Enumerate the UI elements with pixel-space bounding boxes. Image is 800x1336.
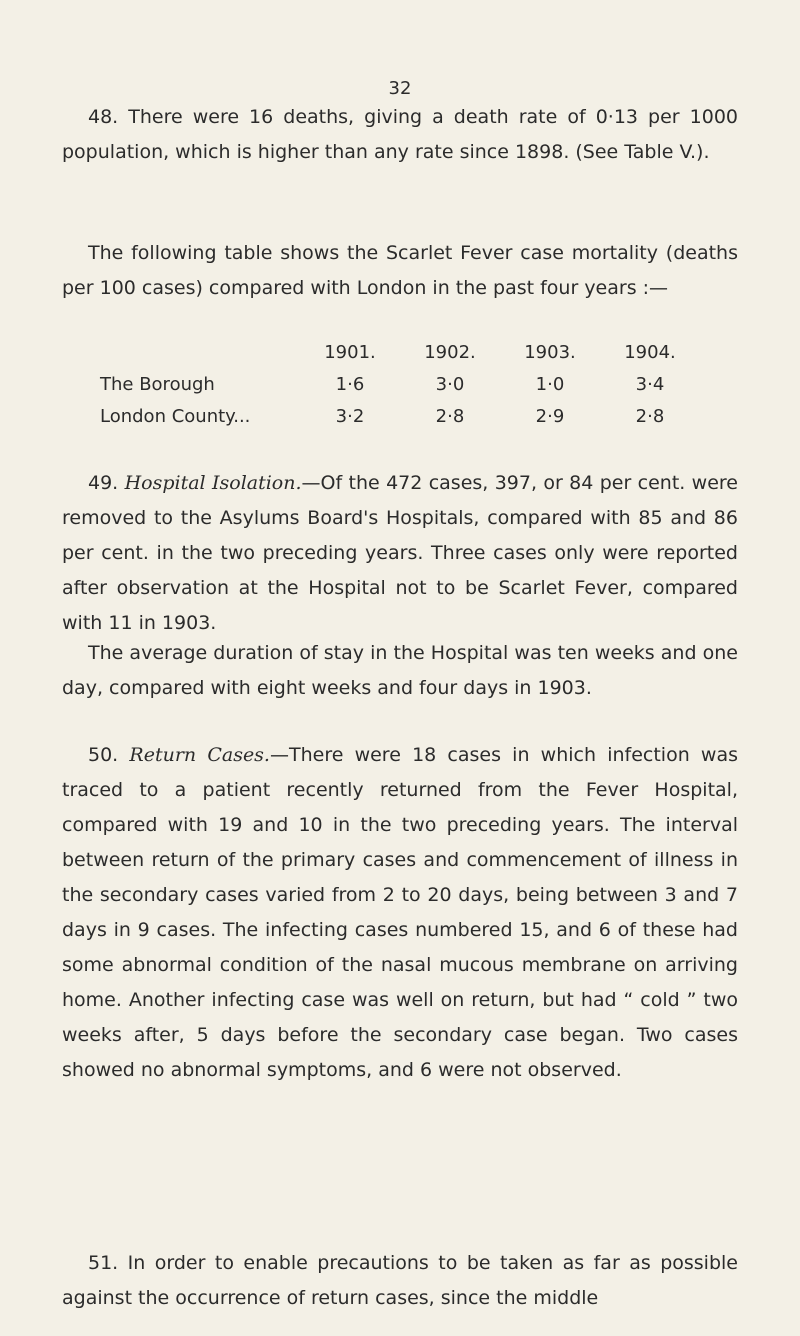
mortality-table: [100, 336, 700, 432]
section-text: —There were 18 cases in which infection was traced to a patient recently returned from the Fever Hospital, compared with 19 and 10 in the two preceding years. The interval between return of the primary cases and commencement of illness in the secondary cases varied from 2 to 20 days, being between 3 and 7 days in 9 cases. The infecting cases numbered 15, and 6 of these had some abnormal condition of the nasal mucous membrane on arriving home. Another infecting case was well on return, but had “ cold ” two weeks after, 5 days before the secondary case began. Two cases showed no abnormal symptoms, and 6 were not observed.: [62, 744, 738, 1081]
page-number: 32: [388, 78, 412, 99]
year-header: 1904.: [624, 341, 676, 363]
table-cell: 2·8: [435, 405, 465, 427]
paragraph-50: [62, 738, 738, 1088]
table-intro-paragraph: The following table shows the Scarlet Fever case mortality (deaths per 100 cases) compared with London in the past four years :—: [62, 242, 738, 299]
year-header: 1902.: [424, 341, 476, 363]
row-label: The Borough: [100, 373, 215, 395]
section-number: 50.: [88, 744, 119, 766]
paragraph-51: 51. In order to enable precautions to be taken as far as possible against the occurrence of return cases, since the middle: [62, 1252, 738, 1309]
section-heading: Return Cases.: [129, 744, 270, 766]
section-text: —Of the 472 cases, 397, or 84 per cent. were removed to the Asylums Board's Hospitals, compared with 85 and 86 per cent. in the two preceding years. Three cases only were reported after observation at the Hospital not to be Scarlet Fever, compared with 11 in 1903.: [62, 472, 738, 634]
paragraph-49: [62, 466, 738, 641]
table-row: [100, 368, 700, 400]
table-cell: 2·8: [635, 405, 665, 427]
table-header-row: [100, 336, 700, 368]
table-cell: 2·9: [535, 405, 565, 427]
row-label: London County...: [100, 405, 251, 427]
section-heading: Hospital Isolation.: [124, 472, 302, 494]
paragraph-49b: The average duration of stay in the Hospital was ten weeks and one day, compared with eight weeks and four days in 1903.: [62, 642, 738, 699]
year-header: 1901.: [324, 341, 376, 363]
table-row: [100, 400, 700, 432]
paragraph-48: 48. There were 16 deaths, giving a death rate of 0·13 per 1000 population, which is higher than any rate since 1898. (See Table V.).: [62, 106, 738, 163]
table-cell: 3·2: [335, 405, 365, 427]
table-cell: 1·0: [535, 373, 565, 395]
section-number: 49.: [88, 472, 119, 494]
table-corner-cell: [100, 336, 300, 368]
year-header: 1903.: [524, 341, 576, 363]
table-cell: 3·0: [435, 373, 465, 395]
table-cell: 1·6: [335, 373, 365, 395]
table-cell: 3·4: [635, 373, 665, 395]
